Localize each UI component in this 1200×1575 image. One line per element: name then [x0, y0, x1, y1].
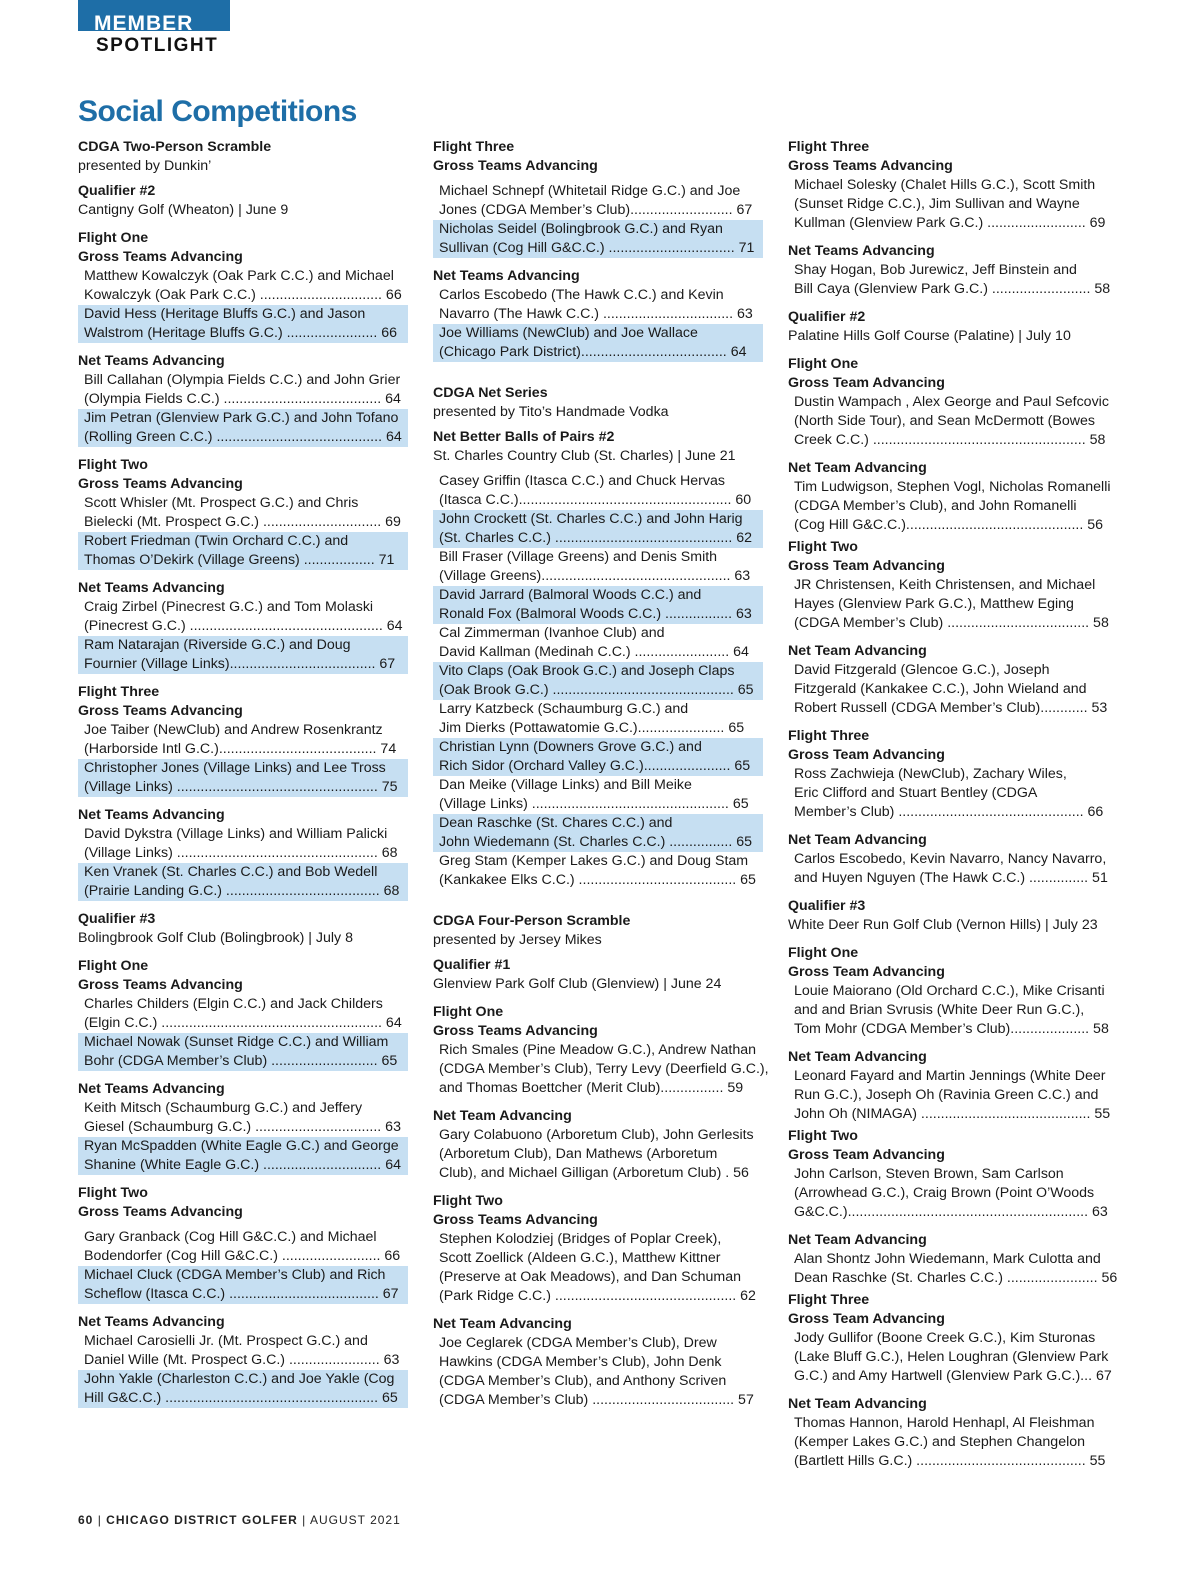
- section-heading: Net Team Advancing: [788, 460, 927, 476]
- section-heading: Net Teams Advancing: [78, 580, 225, 596]
- result-line: Joe Taiber (NewClub) and Andrew Rosenkrantz: [84, 722, 383, 738]
- section-heading: Flight Two: [433, 1193, 503, 1209]
- result-line: Bielecki (Mt. Prospect G.C.) .............................. 69: [84, 514, 401, 530]
- result-line: G&C.C.)............................................................. 63: [794, 1204, 1108, 1220]
- result-line: Bill Callahan (Olympia Fields C.C.) and John Grier: [84, 372, 401, 388]
- issue-date: AUGUST 2021: [309, 1513, 401, 1527]
- section-heading: Qualifier #3: [78, 911, 156, 927]
- result-line: (CDGA Member’s Club), and John Romanelli: [794, 498, 1077, 514]
- page-footer: 60 | CHICAGO DISTRICT GOLFER | AUGUST 2021: [78, 1513, 401, 1527]
- result-line: (Chicago Park District)..................................... 64: [433, 343, 763, 362]
- section-heading: Net Teams Advancing: [78, 1081, 225, 1097]
- text-line: Cantigny Golf (Wheaton) | June 9: [78, 202, 289, 218]
- result-line: David Kallman (Medinah C.C.) ........................ 64: [439, 644, 749, 660]
- result-line: Alan Shontz John Wiedemann, Mark Culotta and: [794, 1251, 1101, 1267]
- result-line: (Village Links) ................................................... 75: [78, 778, 408, 797]
- result-line: Fournier (Village Links)..................................... 67: [78, 655, 408, 674]
- result-line: Thomas Hannon, Harold Henhapl, Al Fleishman: [794, 1415, 1095, 1431]
- result-line: Shay Hogan, Bob Jurewicz, Jeff Binstein and: [794, 262, 1077, 278]
- result-line: Jones (CDGA Member’s Club).......................... 67: [439, 202, 753, 218]
- section-heading: Net Better Balls of Pairs #2: [433, 429, 615, 445]
- result-line: (Prairie Landing G.C.) ....................................... 68: [78, 882, 408, 901]
- result-line: Navarro (The Hawk C.C.) ................................. 63: [439, 306, 753, 322]
- section-heading: Net Team Advancing: [433, 1316, 572, 1332]
- result-line: (Itasca C.C.)...................................................... 60: [439, 492, 752, 508]
- result-line: David Dykstra (Village Links) and William Palicki: [84, 826, 388, 842]
- result-line: Michael Cluck (CDGA Member’s Club) and Rich: [78, 1266, 408, 1285]
- result-line: (Pinecrest G.C.) ................................................. 64: [84, 618, 403, 634]
- result-line: Stephen Kolodziej (Bridges of Poplar Creek),: [439, 1231, 722, 1247]
- result-line: Michael Carosielli Jr. (Mt. Prospect G.C.) and: [84, 1333, 368, 1349]
- section-heading: Gross Teams Advancing: [78, 977, 243, 993]
- section-heading: Net Team Advancing: [788, 643, 927, 659]
- result-line: John Oh (NIMAGA) ........................................... 55: [794, 1106, 1111, 1122]
- section-label-member: MEMBER: [94, 12, 194, 31]
- result-line: (Village Greens)................................................ 63: [439, 568, 751, 584]
- result-line: Hawkins (CDGA Member’s Club), John Denk: [439, 1354, 722, 1370]
- result-line: Dean Raschke (St. Chares C.C.) and: [433, 814, 763, 833]
- section-banner-box: [78, 0, 230, 31]
- result-line: (Olympia Fields C.C.) ........................................ 64: [84, 391, 401, 407]
- result-line: Carlos Escobedo (The Hawk C.C.) and Kevin: [439, 287, 724, 303]
- section-heading: Qualifier #2: [78, 183, 156, 199]
- section-heading: Net Team Advancing: [788, 1396, 927, 1412]
- result-line: (Bartlett Hills G.C.) ........................................... 55: [794, 1453, 1106, 1469]
- result-line: (Kankakee Elks C.C.) ........................................ 65: [439, 872, 756, 888]
- section-heading: Flight Three: [433, 139, 515, 155]
- result-line: Joe Ceglarek (CDGA Member’s Club), Drew: [439, 1335, 717, 1351]
- result-line: Tim Ludwigson, Stephen Vogl, Nicholas Romanelli: [794, 479, 1111, 495]
- section-heading: Flight Two: [788, 539, 858, 555]
- result-line: Scott Zoellick (Aldeen G.C.), Matthew Kittner: [439, 1250, 721, 1266]
- result-line: Tom Mohr (CDGA Member’s Club).................... 58: [794, 1021, 1109, 1037]
- result-line: Jim Petran (Glenview Park G.C.) and John Tofano: [78, 409, 408, 428]
- result-line: JR Christensen, Keith Christensen, and Michael: [794, 577, 1096, 593]
- result-line: Member’s Club) ............................................... 66: [794, 804, 1104, 820]
- section-heading: Gross Teams Advancing: [78, 1204, 243, 1220]
- result-line: Gary Granback (Cog Hill G&C.C.) and Michael: [84, 1229, 377, 1245]
- result-line: Jody Gullifor (Boone Creek G.C.), Kim Sturonas: [794, 1330, 1096, 1346]
- section-heading: Net Teams Advancing: [433, 268, 580, 284]
- result-line: Ryan McSpadden (White Eagle G.C.) and George: [78, 1137, 408, 1156]
- result-line: (CDGA Member’s Club), and Anthony Scriven: [439, 1373, 727, 1389]
- section-heading: Net Team Advancing: [433, 1108, 572, 1124]
- result-line: Craig Zirbel (Pinecrest G.C.) and Tom Molaski: [84, 599, 374, 615]
- section-heading: Net Teams Advancing: [78, 1314, 225, 1330]
- result-line: Dustin Wampach , Alex George and Paul Sefcovic: [794, 394, 1109, 410]
- result-line: Scheflow (Itasca C.C.) ...................................... 67: [78, 1285, 408, 1304]
- result-line: (Park Ridge C.C.) .............................................. 62: [439, 1288, 756, 1304]
- result-line: John Crockett (St. Charles C.C.) and John Harig: [433, 510, 763, 529]
- result-line: Run G.C.), Joseph Oh (Ravinia Green C.C.) and: [794, 1087, 1099, 1103]
- section-heading: CDGA Two-Person Scramble: [78, 139, 272, 155]
- column-1: [78, 138, 408, 1408]
- result-line: (Harborside Intl G.C.)........................................ 74: [84, 741, 397, 757]
- section-heading: CDGA Four-Person Scramble: [433, 913, 631, 929]
- result-line: Giesel (Schaumburg G.C.) ................................ 63: [84, 1119, 401, 1135]
- result-line: (CDGA Member’s Club) .................................... 57: [439, 1392, 754, 1408]
- section-heading: Flight Two: [788, 1128, 858, 1144]
- result-line: (Sunset Ridge C.C.), Jim Sullivan and Wayne: [794, 196, 1080, 212]
- section-heading: Gross Team Advancing: [788, 1311, 945, 1327]
- result-line: (CDGA Member’s Club), Terry Levy (Deerfield G.C.),: [439, 1061, 769, 1077]
- result-line: Robert Russell (CDGA Member’s Club)............ 53: [794, 700, 1108, 716]
- section-heading: Flight Three: [78, 684, 160, 700]
- section-heading: Gross Team Advancing: [788, 964, 945, 980]
- result-line: Casey Griffin (Itasca C.C.) and Chuck Hervas: [439, 473, 725, 489]
- result-line: Carlos Escobedo, Kevin Navarro, Nancy Navarro,: [794, 851, 1107, 867]
- section-heading: Gross Teams Advancing: [788, 158, 953, 174]
- section-heading: Net Teams Advancing: [78, 353, 225, 369]
- section-heading: Flight Three: [788, 728, 870, 744]
- text-line: Palatine Hills Golf Course (Palatine) | July 10: [788, 328, 1071, 344]
- section-heading: Gross Team Advancing: [788, 375, 945, 391]
- result-line: G.C.) and Amy Hartwell (Glenview Park G.C.)... 67: [794, 1368, 1112, 1384]
- result-line: Hill G&C.C.) ...................................................... 65: [78, 1389, 408, 1408]
- result-line: John Wiedemann (St. Charles C.C.) ................ 65: [433, 833, 763, 852]
- result-line: Club), and Michael Gilligan (Arboretum Club) . 56: [439, 1165, 749, 1181]
- text-line: St. Charles Country Club (St. Charles) | June 21: [433, 448, 736, 464]
- section-heading: Gross Teams Advancing: [78, 703, 243, 719]
- section-heading: Gross Team Advancing: [788, 558, 945, 574]
- result-line: (North Side Tour), and Sean McDermott (Bowes: [794, 413, 1095, 429]
- section-heading: Flight One: [433, 1004, 504, 1020]
- result-line: (Village Links) ................................................... 68: [84, 845, 398, 861]
- result-line: Eric Clifford and Stuart Bentley (CDGA: [794, 785, 1038, 801]
- result-line: Ronald Fox (Balmoral Woods C.C.) ................. 63: [433, 605, 763, 624]
- result-line: Robert Friedman (Twin Orchard C.C.) and: [78, 532, 408, 551]
- result-line: John Carlson, Steven Brown, Sam Carlson: [794, 1166, 1064, 1182]
- section-heading: Qualifier #1: [433, 957, 511, 973]
- result-line: Gary Colabuono (Arboretum Club), John Gerlesits: [439, 1127, 754, 1143]
- text-line: Bolingbrook Golf Club (Bolingbrook) | July 8: [78, 930, 353, 946]
- section-heading: Gross Team Advancing: [788, 1147, 945, 1163]
- section-banner: [78, 0, 230, 58]
- section-heading: Flight Three: [788, 139, 870, 155]
- result-line: Dean Raschke (St. Charles C.C.) ....................... 56: [794, 1270, 1118, 1286]
- section-label-spotlight: SPOTLIGHT: [96, 35, 219, 56]
- result-line: and and Brian Svrusis (White Deer Run G.C.),: [794, 1002, 1085, 1018]
- result-line: Bill Fraser (Village Greens) and Denis Smith: [439, 549, 718, 565]
- result-line: Vito Claps (Oak Brook G.C.) and Joseph Claps: [433, 662, 763, 681]
- result-line: Joe Williams (NewClub) and Joe Wallace: [433, 324, 763, 343]
- result-line: Christopher Jones (Village Links) and Lee Tross: [78, 759, 408, 778]
- result-line: (St. Charles C.C.) ............................................. 62: [433, 529, 763, 548]
- result-line: Charles Childers (Elgin C.C.) and Jack Childers: [84, 996, 383, 1012]
- result-line: Creek C.C.) ...................................................... 58: [794, 432, 1106, 448]
- page-title: Social Competitions: [78, 95, 357, 128]
- result-line: and Thomas Boettcher (Merit Club)................ 59: [439, 1080, 744, 1096]
- result-line: Shanine (White Eagle G.C.) .............................. 64: [78, 1156, 408, 1175]
- result-line: Larry Katzbeck (Schaumburg G.C.) and: [439, 701, 689, 717]
- section-heading: Flight One: [78, 230, 149, 246]
- section-heading: Gross Teams Advancing: [78, 476, 243, 492]
- column-3: [788, 138, 1118, 1471]
- result-line: (Cog Hill G&C.C.)............................................. 56: [794, 517, 1104, 533]
- result-line: David Jarrard (Balmoral Woods C.C.) and: [433, 586, 763, 605]
- result-line: Matthew Kowalczyk (Oak Park C.C.) and Michael: [84, 268, 394, 284]
- result-line: Thomas O’Dekirk (Village Greens) .................. 71: [78, 551, 408, 570]
- result-line: Sullivan (Cog Hill G&C.C.) ................................ 71: [433, 239, 763, 258]
- section-heading: Net Team Advancing: [788, 832, 927, 848]
- section-heading: Qualifier #2: [788, 309, 866, 325]
- section-heading: Gross Teams Advancing: [78, 249, 243, 265]
- section-heading: Flight One: [788, 356, 859, 372]
- section-heading: Net Teams Advancing: [78, 807, 225, 823]
- result-line: Dan Meike (Village Links) and Bill Meike: [439, 777, 692, 793]
- result-line: Ken Vranek (St. Charles C.C.) and Bob Wedell: [78, 863, 408, 882]
- result-line: Rich Smales (Pine Meadow G.C.), Andrew Nathan: [439, 1042, 756, 1058]
- result-line: (Lake Bluff G.C.), Helen Loughran (Glenview Park: [794, 1349, 1109, 1365]
- text-line: presented by Tito’s Handmade Vodka: [433, 404, 669, 420]
- section-heading: Flight Two: [78, 457, 148, 473]
- text-line: presented by Jersey Mikes: [433, 932, 602, 948]
- section-heading: Gross Teams Advancing: [433, 1023, 598, 1039]
- result-line: (CDGA Member’s Club) .................................... 58: [794, 615, 1109, 631]
- result-line: Christian Lynn (Downers Grove G.C.) and: [433, 738, 763, 757]
- result-line: John Yakle (Charleston C.C.) and Joe Yakle (Cog: [78, 1370, 408, 1389]
- result-line: Fitzgerald (Kankakee C.C.), John Wieland and: [794, 681, 1087, 697]
- result-line: Bohr (CDGA Member’s Club) ........................... 65: [78, 1052, 408, 1071]
- section-heading: Flight One: [788, 945, 859, 961]
- page-number: 60: [78, 1513, 94, 1527]
- result-line: Scott Whisler (Mt. Prospect G.C.) and Chris: [84, 495, 359, 511]
- text-line: White Deer Run Golf Club (Vernon Hills) | July 23: [788, 917, 1098, 933]
- result-line: Ross Zachwieja (NewClub), Zachary Wiles,: [794, 766, 1067, 782]
- result-line: Kowalczyk (Oak Park C.C.) ............................... 66: [84, 287, 402, 303]
- result-line: Leonard Fayard and Martin Jennings (White Deer: [794, 1068, 1106, 1084]
- result-line: Nicholas Seidel (Bolingbrook G.C.) and Ryan: [433, 220, 763, 239]
- result-line: (Kemper Lakes G.C.) and Stephen Changelon: [794, 1434, 1086, 1450]
- result-line: (Oak Brook G.C.) .............................................. 65: [433, 681, 763, 700]
- result-line: (Arrowhead G.C.), Craig Brown (Point O’Woods: [794, 1185, 1095, 1201]
- result-line: David Hess (Heritage Bluffs G.C.) and Jason: [78, 305, 408, 324]
- result-line: Louie Maiorano (Old Orchard C.C.), Mike Crisanti: [794, 983, 1105, 999]
- result-line: Bill Caya (Glenview Park G.C.) ......................... 58: [794, 281, 1111, 297]
- section-heading: Qualifier #3: [788, 898, 866, 914]
- result-line: Jim Dierks (Pottawatomie G.C.)...................... 65: [439, 720, 745, 736]
- section-heading: Gross Teams Advancing: [433, 1212, 598, 1228]
- section-heading: Flight One: [78, 958, 149, 974]
- result-line: Cal Zimmerman (Ivanhoe Club) and: [439, 625, 665, 641]
- result-line: David Fitzgerald (Glencoe G.C.), Joseph: [794, 662, 1050, 678]
- result-line: Kullman (Glenview Park G.C.) ......................... 69: [794, 215, 1106, 231]
- section-heading: CDGA Net Series: [433, 385, 548, 401]
- result-line: Michael Nowak (Sunset Ridge C.C.) and William: [78, 1033, 408, 1052]
- section-heading: Net Teams Advancing: [788, 243, 935, 259]
- result-line: Rich Sidor (Orchard Valley G.C.)...................... 65: [433, 757, 763, 776]
- section-heading: Gross Teams Advancing: [433, 158, 598, 174]
- result-line: Walstrom (Heritage Bluffs G.C.) ....................... 66: [78, 324, 408, 343]
- result-line: Daniel Wille (Mt. Prospect G.C.) ....................... 63: [84, 1352, 400, 1368]
- result-line: Greg Stam (Kemper Lakes G.C.) and Doug Stam: [439, 853, 749, 869]
- publication-name: CHICAGO DISTRICT GOLFER: [106, 1513, 298, 1527]
- column-2: [433, 138, 769, 1410]
- result-line: (Preserve at Oak Meadows), and Dan Schuman: [439, 1269, 742, 1285]
- result-line: and Huyen Nguyen (The Hawk C.C.) ............... 51: [794, 870, 1108, 886]
- result-line: (Arboretum Club), Dan Mathews (Arboretum: [439, 1146, 718, 1162]
- section-heading: Net Team Advancing: [788, 1232, 927, 1248]
- result-line: (Elgin C.C.) ........................................................ 64: [84, 1015, 402, 1031]
- result-line: Michael Schnepf (Whitetail Ridge G.C.) and Joe: [439, 183, 741, 199]
- result-line: Hayes (Glenview Park G.C.), Matthew Eging: [794, 596, 1074, 612]
- text-line: presented by Dunkin’: [78, 158, 212, 174]
- section-heading: Net Team Advancing: [788, 1049, 927, 1065]
- section-heading: Flight Two: [78, 1185, 148, 1201]
- result-line: Michael Solesky (Chalet Hills G.C.), Scott Smith: [794, 177, 1096, 193]
- section-heading: Gross Team Advancing: [788, 747, 945, 763]
- result-line: Keith Mitsch (Schaumburg G.C.) and Jeffery: [84, 1100, 363, 1116]
- result-line: (Village Links) .................................................. 65: [439, 796, 749, 812]
- result-line: Bodendorfer (Cog Hill G&C.C.) ......................... 66: [84, 1248, 401, 1264]
- text-line: Glenview Park Golf Club (Glenview) | June 24: [433, 976, 722, 992]
- result-line: (Rolling Green C.C.) .......................................... 64: [78, 428, 408, 447]
- result-line: Ram Natarajan (Riverside G.C.) and Doug: [78, 636, 408, 655]
- section-heading: Flight Three: [788, 1292, 870, 1308]
